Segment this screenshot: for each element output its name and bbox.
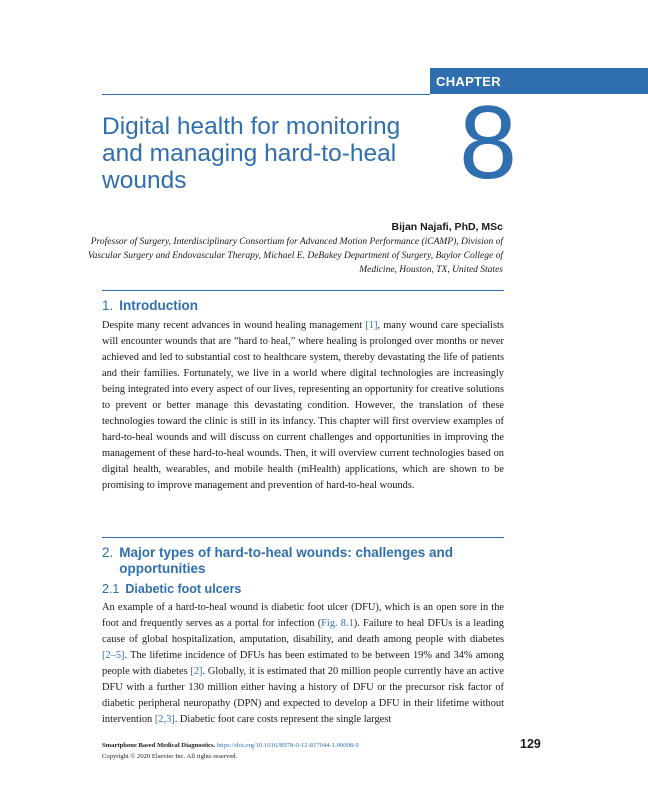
author-affiliation: Professor of Surgery, Interdisciplinary Consortium for Advanced Motion Performance (iCAMP), Division of Vascular Surgery and Endovascular Therapy, Michael E. DeBakey Department of Surgery, Baylor College of Medicine, Houston, TX, United States xyxy=(87,237,503,275)
text-run: An example of a hard-to-heal wound is diabetic foot ulcer (DFU), which is an open sore in the foot and frequently serves as a portal for infection ( xyxy=(102,602,504,629)
section-1-paragraph xyxy=(102,318,504,494)
text-run: . Globally, it is estimated that 20 million people currently have an active DFU with a further 130 million either having a history of DFU or the precursor risk factor of diabetic peripheral neuropathy (DPN) and expected to develop a DFU in their lifetime without intervention xyxy=(102,666,504,725)
text-run: ). Failure to heal DFUs is a leading cause of global hospitalization, amputation, disability, and death among people with diabetes xyxy=(102,618,504,645)
text-run: . Diabetic foot care costs represent the single largest xyxy=(174,714,392,725)
section-1-heading xyxy=(102,298,504,314)
figure-link[interactable]: Fig. 8.1 xyxy=(321,618,354,629)
page-number: 129 xyxy=(520,737,541,751)
chapter-header-rule xyxy=(102,94,430,95)
section-2-title: Major types of hard-to-heal wounds: challenges and opportunities xyxy=(119,545,454,576)
section-1-rule xyxy=(102,290,504,291)
section-2-heading xyxy=(102,545,504,577)
text-run: , many wound care specialists will encounter wounds that are “hard to heal,” where healing is prolonged over months or never achieved and led to substantial cost to healthcare system, thereby devastating the life of patients and their families. Fortunately, we live in a world where digital technologies are increasingly being integrated into every aspect of our lives, representing an opportunity for creative solutions to prevent or better manage this devastating condition. However, the translation of these technologies toward the clinic is still in its infancy. This chapter will first overview examples of hard-to-heal wounds and will discuss on current challenges and opportunities in improving the management of these hard-to-heal wounds. Then, it will overview current technologies based on digital health, wearables, and mobile health (mHealth) applications, which are shown to be promising to improve management and prevention of hard-to-heal wounds. xyxy=(102,320,504,491)
chapter-number: 8 xyxy=(459,85,517,201)
text-run: Despite many recent advances in wound healing management xyxy=(102,320,366,331)
subsection-2-1-title: Diabetic foot ulcers xyxy=(125,582,242,596)
citation-link[interactable]: [1] xyxy=(365,320,378,331)
footer-journal: Smartphone Based Medical Diagnostics. xyxy=(102,742,216,749)
text-run: . The lifetime incidence of DFUs has been estimated to be between 19% and 34% among people with diabetes xyxy=(102,650,504,677)
chapter-title: Digital health for monitoring and managing hard-to-heal wounds xyxy=(102,113,401,194)
subsection-2-1-number: 2.1 xyxy=(102,582,120,596)
citation-link[interactable]: [2,3] xyxy=(154,714,175,725)
subsection-2-1-paragraph xyxy=(102,600,504,728)
section-1-number: 1. xyxy=(102,298,114,313)
footer-copyright: Copyright © 2020 Elsevier Inc. All rights reserved. xyxy=(102,753,238,760)
citation-link[interactable]: [2] xyxy=(190,666,203,677)
subsection-2-1-heading xyxy=(102,581,504,597)
section-1-title: Introduction xyxy=(119,298,198,313)
footer-source-line xyxy=(102,740,442,751)
citation-link[interactable]: [2–5] xyxy=(102,650,125,661)
section-2-rule xyxy=(102,537,504,538)
footer-doi-link[interactable]: https://doi.org/10.1016/B978-0-12-817044-1.00008-9 xyxy=(216,742,359,749)
author-name: Bijan Najafi, PhD, MSc xyxy=(391,221,503,233)
chapter-label: CHAPTER xyxy=(436,73,501,89)
page-footer xyxy=(102,740,442,762)
section-2-number: 2. xyxy=(102,545,114,560)
